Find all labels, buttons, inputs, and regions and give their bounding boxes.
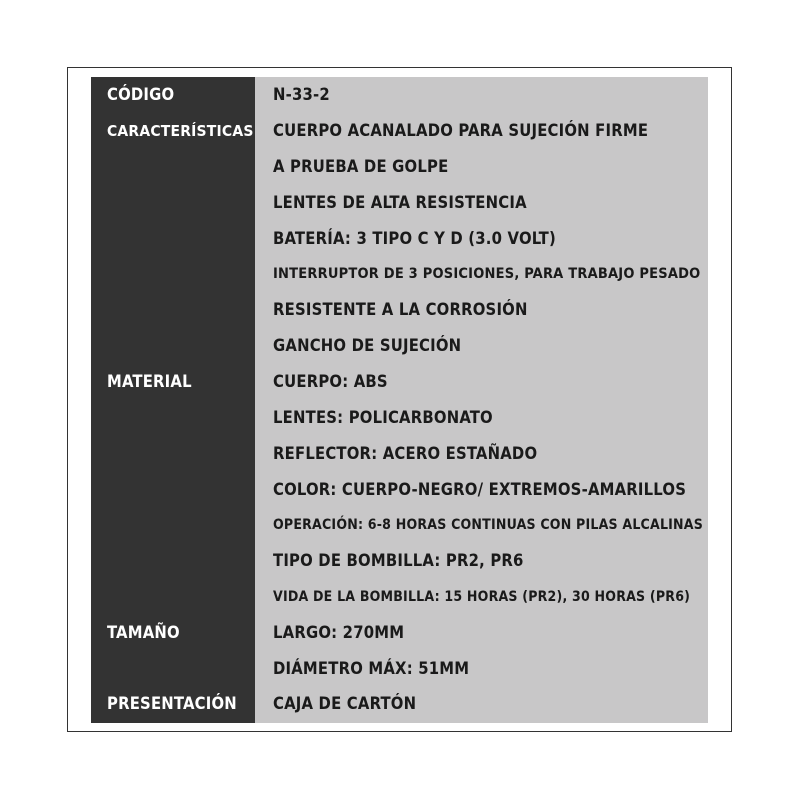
value-material: LENTES: POLICARBONATO xyxy=(273,408,493,427)
value-material: VIDA DE LA BOMBILLA: 15 HORAS (PR2), 30 HORAS (PR6) xyxy=(273,589,691,605)
value-caracteristica: GANCHO DE SUJECIÓN xyxy=(273,336,462,355)
value-presentacion: CAJA DE CARTÓN xyxy=(273,694,417,713)
value-column xyxy=(255,77,708,723)
label-presentacion: PRESENTACIÓN xyxy=(107,694,237,713)
value-caracteristica: RESISTENTE A LA CORROSIÓN xyxy=(273,300,528,319)
value-caracteristica: A PRUEBA DE GOLPE xyxy=(273,157,449,176)
label-material: MATERIAL xyxy=(107,372,192,391)
spec-table xyxy=(91,77,708,723)
value-caracteristica: CUERPO ACANALADO PARA SUJECIÓN FIRME xyxy=(273,121,649,140)
value-tamano: DIÁMETRO MÁX: 51MM xyxy=(273,659,470,678)
value-caracteristica: LENTES DE ALTA RESISTENCIA xyxy=(273,193,527,212)
value-caracteristica: BATERÍA: 3 TIPO C Y D (3.0 VOLT) xyxy=(273,229,556,248)
value-material: TIPO DE BOMBILLA: PR2, PR6 xyxy=(273,551,524,570)
value-material: OPERACIÓN: 6-8 HORAS CONTINUAS CON PILAS ALCALINAS xyxy=(273,517,704,533)
label-column xyxy=(91,77,255,723)
value-material: REFLECTOR: ACERO ESTAÑADO xyxy=(273,444,538,463)
value-caracteristica: INTERRUPTOR DE 3 POSICIONES, PARA TRABAJO PESADO xyxy=(273,266,701,282)
label-caracteristicas: CARACTERÍSTICAS xyxy=(107,122,254,140)
value-codigo: N-33-2 xyxy=(273,85,330,104)
value-material: CUERPO: ABS xyxy=(273,372,388,391)
label-tamano: TAMAÑO xyxy=(107,623,180,642)
value-tamano: LARGO: 270MM xyxy=(273,623,405,642)
value-material: COLOR: CUERPO-NEGRO/ EXTREMOS-AMARILLOS xyxy=(273,480,687,499)
label-codigo: CÓDIGO xyxy=(107,85,175,104)
